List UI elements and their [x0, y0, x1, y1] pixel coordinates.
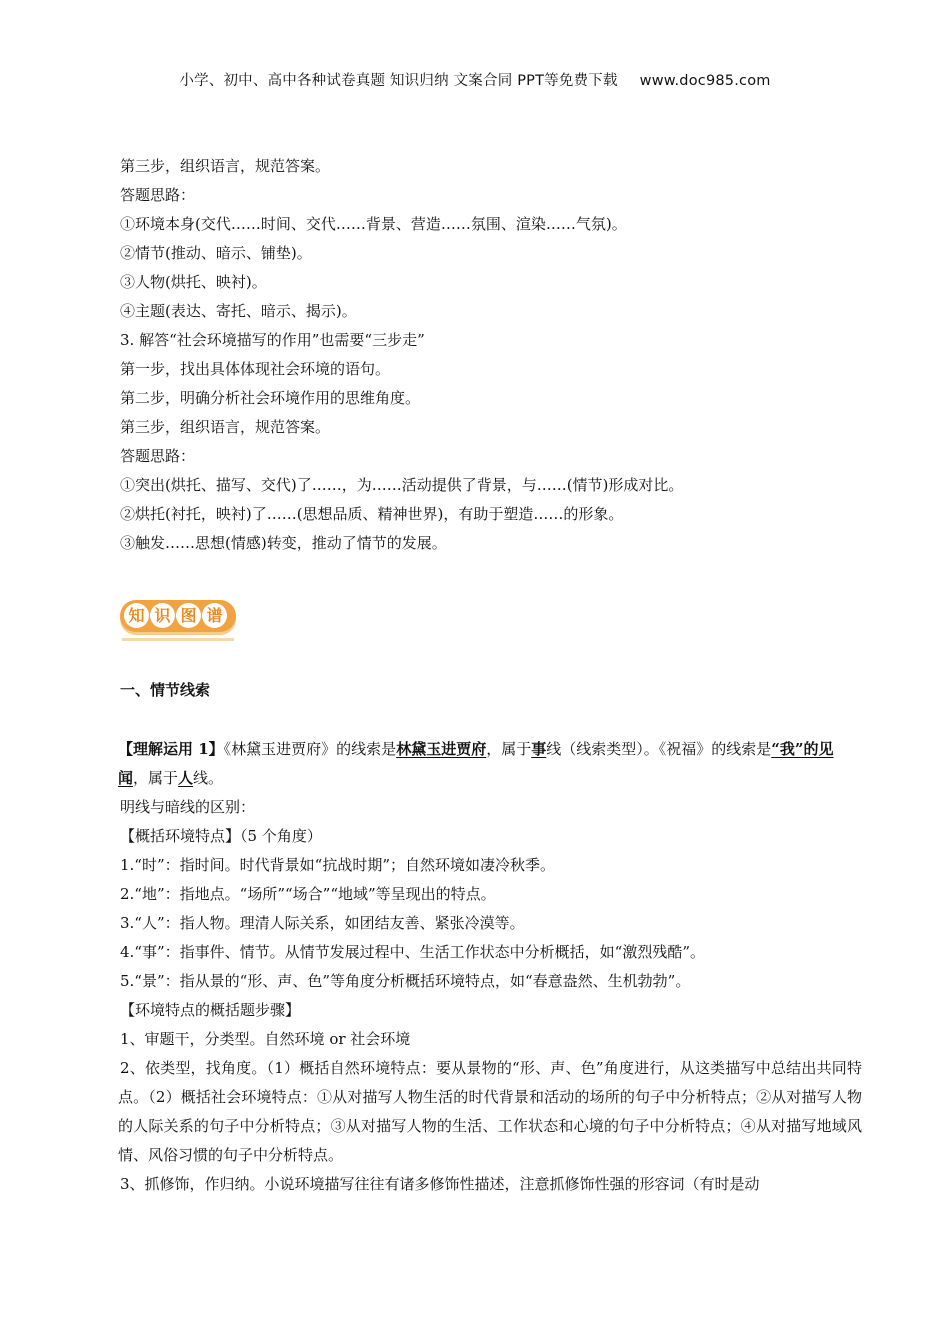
section-title: 一、情节线索	[120, 681, 211, 699]
apply-paragraph	[118, 735, 862, 793]
text-line: ②情节(推动、暗示、铺垫)。	[120, 244, 312, 262]
header-text: 小学、初中、高中各种试卷真题 知识归纳 文案合同 PPT等免费下载	[179, 73, 618, 89]
text-line: 1、审题干，分类型。自然环境 or 社会环境	[120, 1030, 411, 1048]
knowledge-map-badge	[120, 598, 238, 636]
answer-underline: 事	[531, 740, 547, 758]
answer-underline: 人	[178, 769, 194, 787]
text-paragraph: 3、抓修饰，作归纳。小说环境描写往往有诸多修饰性描述，注意抓修饰性强的形容词（有时是动	[120, 1175, 760, 1193]
text-line: 【概括环境特点】（5 个角度）	[120, 827, 322, 845]
text-line: 5.“景”：指从景的“形、声、色”等角度分析概括环境特点，如“春意盎然、生机勃勃”。	[120, 972, 691, 990]
apply-text: 线。	[193, 769, 224, 787]
text-line: 第一步，找出具体体现社会环境的语句。	[120, 360, 391, 378]
document-body	[120, 152, 862, 1199]
text-line: 第二步，明确分析社会环境作用的思维角度。	[120, 389, 421, 407]
text-line: 第三步，组织语言，规范答案。	[120, 157, 331, 175]
apply-text: ，属于	[486, 740, 532, 758]
text-line: ①环境本身(交代……时间、交代……背景、营造……氛围、渲染……气氛)。	[120, 215, 627, 233]
text-line: ③触发……思想(情感)转变，推动了情节的发展。	[120, 534, 447, 552]
text-line: ②烘托(衬托，映衬)了……(思想品质、精神世界)，有助于塑造……的形象。	[120, 505, 624, 523]
text-line: 答题思路：	[120, 447, 196, 465]
header-url[interactable]: www.doc985.com	[639, 73, 771, 89]
page-header	[0, 69, 950, 90]
text-line: 第三步，组织语言，规范答案。	[120, 418, 331, 436]
answer-underline: “我”的见闻	[118, 740, 834, 787]
apply-text: 线（线索类型）。《祝福》的线索是	[546, 740, 772, 758]
badge-char: 谱	[202, 603, 227, 628]
text-line: ③人物(烘托、映衬)。	[120, 273, 267, 291]
text-line: 4.“事”：指事件、情节。从情节发展过程中、生活工作状态中分析概括，如“激烈残酷”。	[120, 943, 705, 961]
text-line: 答题思路：	[120, 186, 196, 204]
text-line: 1.“时”：指时间。时代背景如“抗战时期”；自然环境如凄冷秋季。	[120, 856, 555, 874]
answer-underline: 林黛玉进贾府	[396, 740, 487, 758]
apply-label: 【理解运用 1】	[118, 740, 224, 758]
text-paragraph: 2、依类型，找角度。（1）概括自然环境特点：要从景物的“形、声、色”角度进行，从这类描写中总结出共同特点。（2）概括社会环境特点：①从对描写人物生活的时代背景和活动的场所的句子中分析特点；②从对描写人物的人际关系的句子中分析特点；③从对描写人物的生活、工作状态和心境的句子中分析特点；④从对描写地域风情、风俗习惯的句子中分析特点。	[118, 1059, 862, 1164]
badge-char: 图	[176, 603, 201, 628]
apply-text: ，属于	[133, 769, 179, 787]
text-line: 明线与暗线的区别：	[120, 798, 256, 816]
text-line: 【环境特点的概括题步骤】	[120, 1001, 301, 1019]
text-line: ①突出(烘托、描写、交代)了……，为……活动提供了背景，与……(情节)形成对比。	[120, 476, 684, 494]
apply-text: 《林黛玉进贾府》的线索是	[223, 740, 397, 758]
text-line: 2.“地”：指地点。“场所”“场合”“地域”等呈现出的特点。	[120, 885, 496, 903]
badge-char: 知	[124, 603, 149, 628]
badge-char: 识	[150, 603, 175, 628]
text-line: ④主题(表达、寄托、暗示、揭示)。	[120, 302, 357, 320]
text-line: 3.“人”：指人物。理清人际关系，如团结友善、紧张冷漠等。	[120, 914, 525, 932]
text-line: 3. 解答“社会环境描写的作用”也需要“三步走”	[120, 331, 425, 349]
